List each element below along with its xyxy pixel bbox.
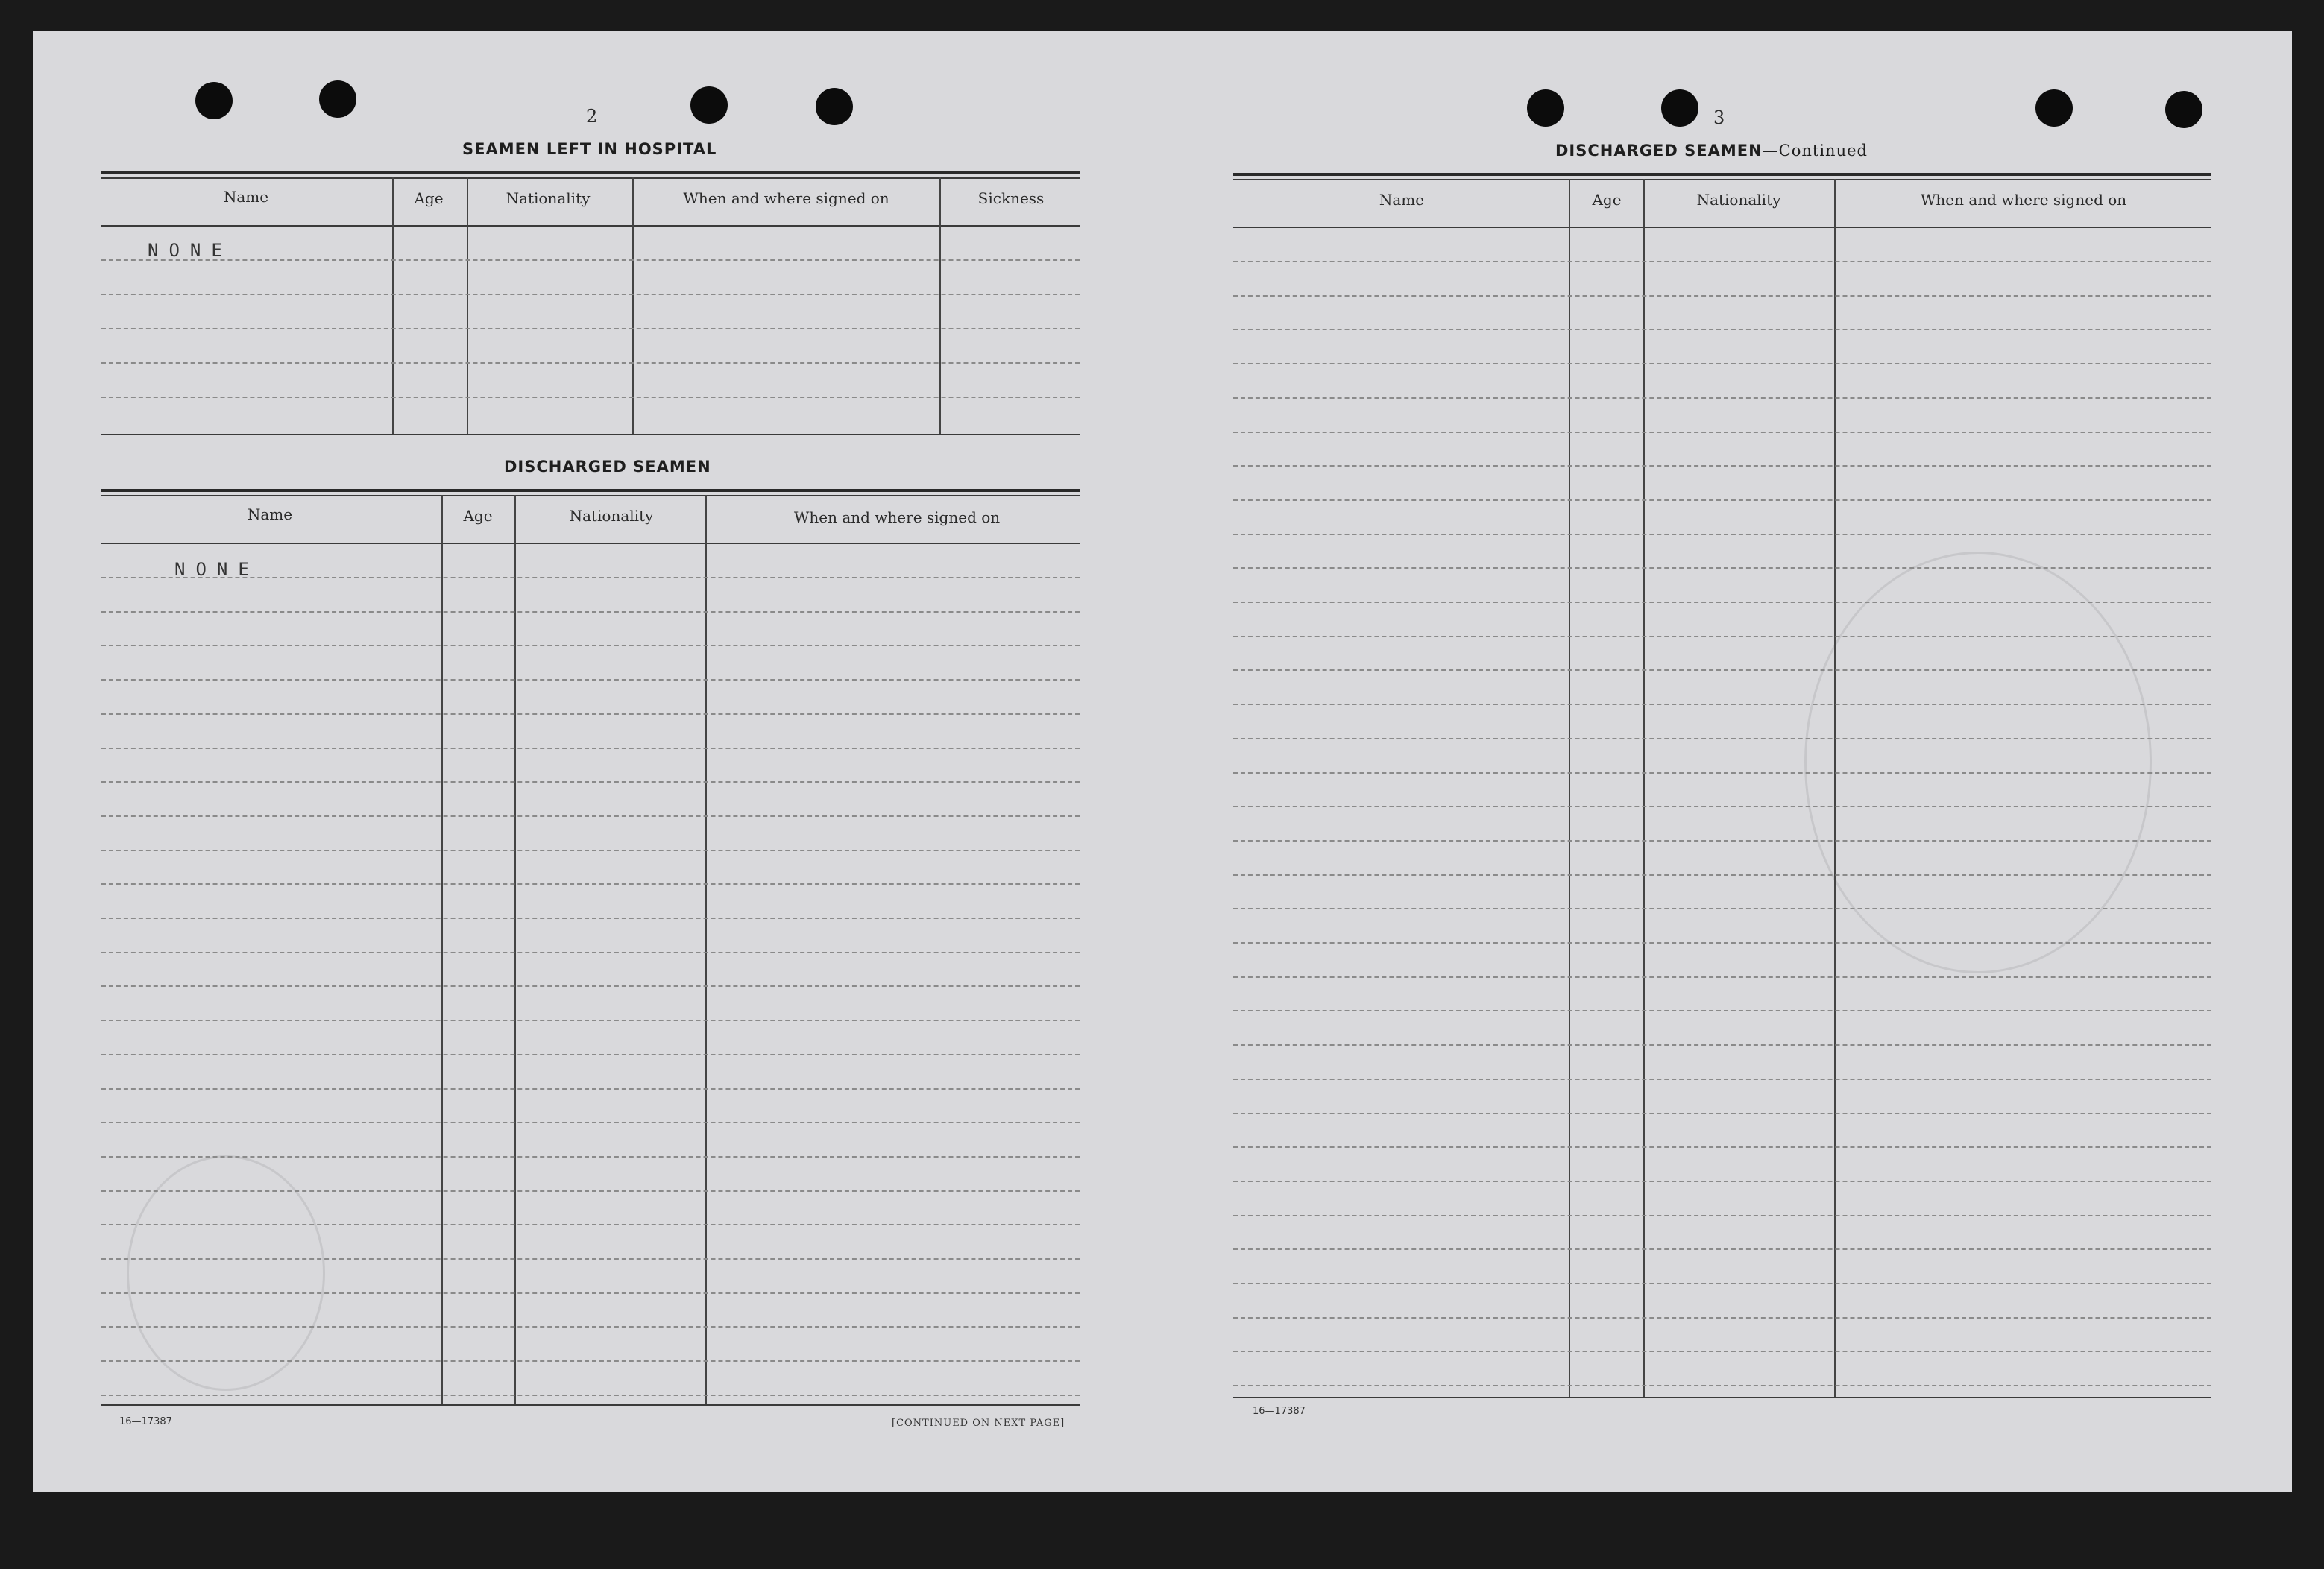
row-line xyxy=(101,294,1080,295)
row-line xyxy=(101,611,1080,613)
row-line xyxy=(1233,1351,2211,1352)
row-line xyxy=(1233,1146,2211,1148)
section-title-discharged: DISCHARGED SEAMEN xyxy=(504,458,711,476)
row-line xyxy=(101,1020,1080,1021)
row-line xyxy=(1233,908,2211,909)
col-head-name: Name xyxy=(247,505,293,523)
row-line xyxy=(101,1360,1080,1362)
row-line xyxy=(1233,976,2211,978)
row-line xyxy=(101,918,1080,919)
row-line xyxy=(1233,499,2211,501)
row-line xyxy=(1233,772,2211,774)
row-line xyxy=(1233,669,2211,671)
faded-stamp xyxy=(1804,552,2152,973)
row-line xyxy=(1233,1181,2211,1182)
punch-hole xyxy=(816,88,853,125)
row-line xyxy=(101,1122,1080,1123)
table-top-rule xyxy=(101,171,1080,174)
section-title-discharged-continued xyxy=(1555,142,1868,160)
discharged-entry: NONE xyxy=(174,559,259,580)
page-number-right: 3 xyxy=(1713,107,1725,128)
table-top-rule xyxy=(1233,173,2211,176)
row-line xyxy=(101,985,1080,987)
col-head-nationality: Nationality xyxy=(1696,191,1781,209)
row-line xyxy=(101,1190,1080,1192)
row-line xyxy=(101,1326,1080,1328)
table-top-rule xyxy=(101,489,1080,492)
col-head-signed-on: When and where signed on xyxy=(793,508,1001,526)
section-title-suffix: —Continued xyxy=(1762,142,1868,160)
row-line xyxy=(1233,874,2211,876)
page-number-left: 2 xyxy=(586,106,598,127)
row-line xyxy=(1233,465,2211,467)
header-rule xyxy=(101,225,1080,227)
table-bottom-rule xyxy=(101,1404,1080,1406)
row-line xyxy=(101,1088,1080,1090)
row-line xyxy=(101,1054,1080,1055)
punch-hole xyxy=(319,80,356,118)
column-divider xyxy=(632,177,634,434)
row-line xyxy=(1233,840,2211,842)
punch-hole xyxy=(2165,91,2202,128)
row-line xyxy=(1233,1283,2211,1284)
column-divider xyxy=(705,495,707,1406)
punch-hole xyxy=(690,86,728,124)
row-line xyxy=(1233,534,2211,535)
row-line xyxy=(101,883,1080,885)
row-line xyxy=(1233,1079,2211,1080)
row-line xyxy=(1233,942,2211,944)
table-top-rule xyxy=(101,177,1080,179)
row-line xyxy=(1233,1248,2211,1250)
row-line xyxy=(1233,1044,2211,1046)
row-line xyxy=(101,952,1080,953)
row-line xyxy=(1233,1385,2211,1386)
row-line xyxy=(1233,1215,2211,1216)
punch-hole xyxy=(1661,89,1698,127)
form-number-right: 16—17387 xyxy=(1253,1406,1306,1417)
table-bottom-rule xyxy=(101,434,1080,435)
column-divider xyxy=(939,177,941,434)
punch-hole xyxy=(195,82,233,119)
row-line xyxy=(1233,261,2211,262)
row-line xyxy=(101,679,1080,681)
row-line xyxy=(101,1292,1080,1294)
row-line xyxy=(101,259,1080,261)
col-head-name: Name xyxy=(223,188,269,206)
row-line xyxy=(1233,738,2211,739)
row-line xyxy=(1233,432,2211,433)
punch-hole xyxy=(2035,89,2073,127)
row-line xyxy=(101,328,1080,329)
column-divider xyxy=(441,495,443,1406)
column-divider xyxy=(514,495,516,1406)
column-divider xyxy=(392,177,394,434)
header-rule xyxy=(101,543,1080,544)
punch-hole xyxy=(1527,89,1564,127)
row-line xyxy=(1233,329,2211,330)
row-line xyxy=(101,815,1080,817)
header-rule xyxy=(1233,227,2211,228)
column-divider xyxy=(467,177,468,434)
row-line xyxy=(1233,602,2211,603)
col-head-age: Age xyxy=(1592,191,1622,209)
row-line xyxy=(101,1395,1080,1396)
row-line xyxy=(1233,397,2211,399)
row-line xyxy=(1233,1113,2211,1114)
row-line xyxy=(101,748,1080,749)
row-line xyxy=(101,397,1080,398)
table-top-rule xyxy=(101,495,1080,496)
row-line xyxy=(1233,567,2211,569)
section-title-text: DISCHARGED SEAMEN xyxy=(1555,142,1763,160)
continued-note: [CONTINUED ON NEXT PAGE] xyxy=(892,1418,1065,1429)
row-line xyxy=(101,1224,1080,1225)
col-head-nationality: Nationality xyxy=(506,189,591,207)
row-line xyxy=(1233,363,2211,364)
hospital-entry: NONE xyxy=(148,240,233,261)
table-bottom-rule xyxy=(1233,1397,2211,1398)
row-line xyxy=(1233,806,2211,807)
col-head-signed-on: When and where signed on xyxy=(1920,191,2127,209)
row-line xyxy=(1233,295,2211,297)
row-line xyxy=(1233,704,2211,705)
col-head-sickness: Sickness xyxy=(977,189,1045,207)
row-line xyxy=(101,645,1080,646)
row-line xyxy=(101,362,1080,364)
form-number-left: 16—17387 xyxy=(119,1416,172,1427)
row-line xyxy=(101,781,1080,783)
row-line xyxy=(1233,636,2211,637)
row-line xyxy=(101,713,1080,715)
col-head-signed-on: When and where signed on xyxy=(683,189,889,207)
col-head-nationality: Nationality xyxy=(569,507,654,525)
row-line xyxy=(101,850,1080,851)
row-line xyxy=(101,1258,1080,1260)
col-head-age: Age xyxy=(414,189,444,207)
section-title-hospital: SEAMEN LEFT IN HOSPITAL xyxy=(462,140,717,158)
col-head-name: Name xyxy=(1379,191,1425,209)
row-line xyxy=(101,1156,1080,1158)
row-line xyxy=(1233,1317,2211,1319)
row-line xyxy=(1233,1010,2211,1011)
col-head-age: Age xyxy=(463,507,493,525)
table-top-rule xyxy=(1233,179,2211,180)
